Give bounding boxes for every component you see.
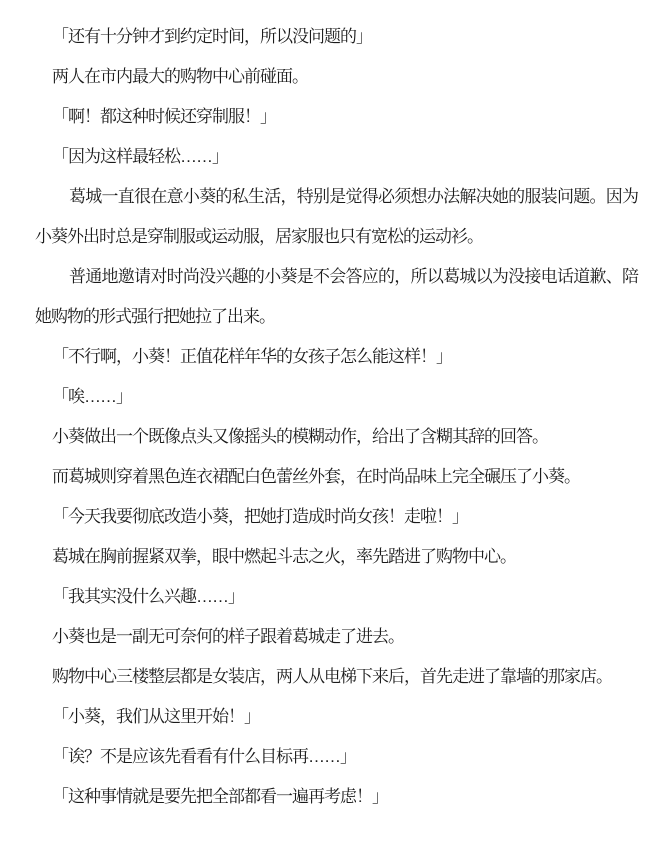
dialogue-line: 「唉……」	[52, 387, 132, 406]
narration-line: 普通地邀请对时尚没兴趣的小葵是不会答应的，所以葛城以为没接电话道歉、陪她购物的形式强行把她拉了出来。	[35, 267, 638, 326]
narration-line: 而葛城则穿着黑色连衣裙配白色蕾丝外套，在时尚品味上完全碾压了小葵。	[52, 467, 580, 486]
narration-line: 葛城一直很在意小葵的私生活，特别是觉得必须想办法解决她的服装问题。因为小葵外出时总是穿制服或运动服，居家服也只有宽松的运动衫。	[35, 187, 638, 246]
dialogue-line: 「我其实没什么兴趣……」	[52, 587, 244, 606]
narration-line: 两人在市内最大的购物中心前碰面。	[52, 67, 308, 86]
dialogue-line: 「因为这样最轻松……」	[52, 147, 228, 166]
dialogue-line: 「小葵，我们从这里开始！」	[52, 707, 260, 726]
dialogue-line: 「啊！都这种时候还穿制服！」	[52, 107, 276, 126]
dialogue-line: 「诶？不是应该先看看有什么目标再……」	[52, 747, 356, 766]
dialogue-line: 「这种事情就是要先把全部都看一遍再考虑！」	[52, 787, 388, 806]
narration-line: 小葵也是一副无可奈何的样子跟着葛城走了进去。	[52, 627, 404, 646]
dialogue-line: 「今天我要彻底改造小葵，把她打造成时尚女孩！走啦！」	[52, 507, 468, 526]
dialogue-line: 「还有十分钟才到约定时间，所以没问题的」	[52, 27, 372, 46]
novel-text-content	[35, 17, 638, 817]
narration-line: 葛城在胸前握紧双拳，眼中燃起斗志之火，率先踏进了购物中心。	[52, 547, 516, 566]
dialogue-line: 「不行啊，小葵！正值花样年华的女孩子怎么能这样！」	[52, 347, 452, 366]
narration-line: 小葵做出一个既像点头又像摇头的模糊动作，给出了含糊其辞的回答。	[52, 427, 548, 446]
narration-line: 购物中心三楼整层都是女装店，两人从电梯下来后，首先走进了靠墙的那家店。	[52, 667, 612, 686]
